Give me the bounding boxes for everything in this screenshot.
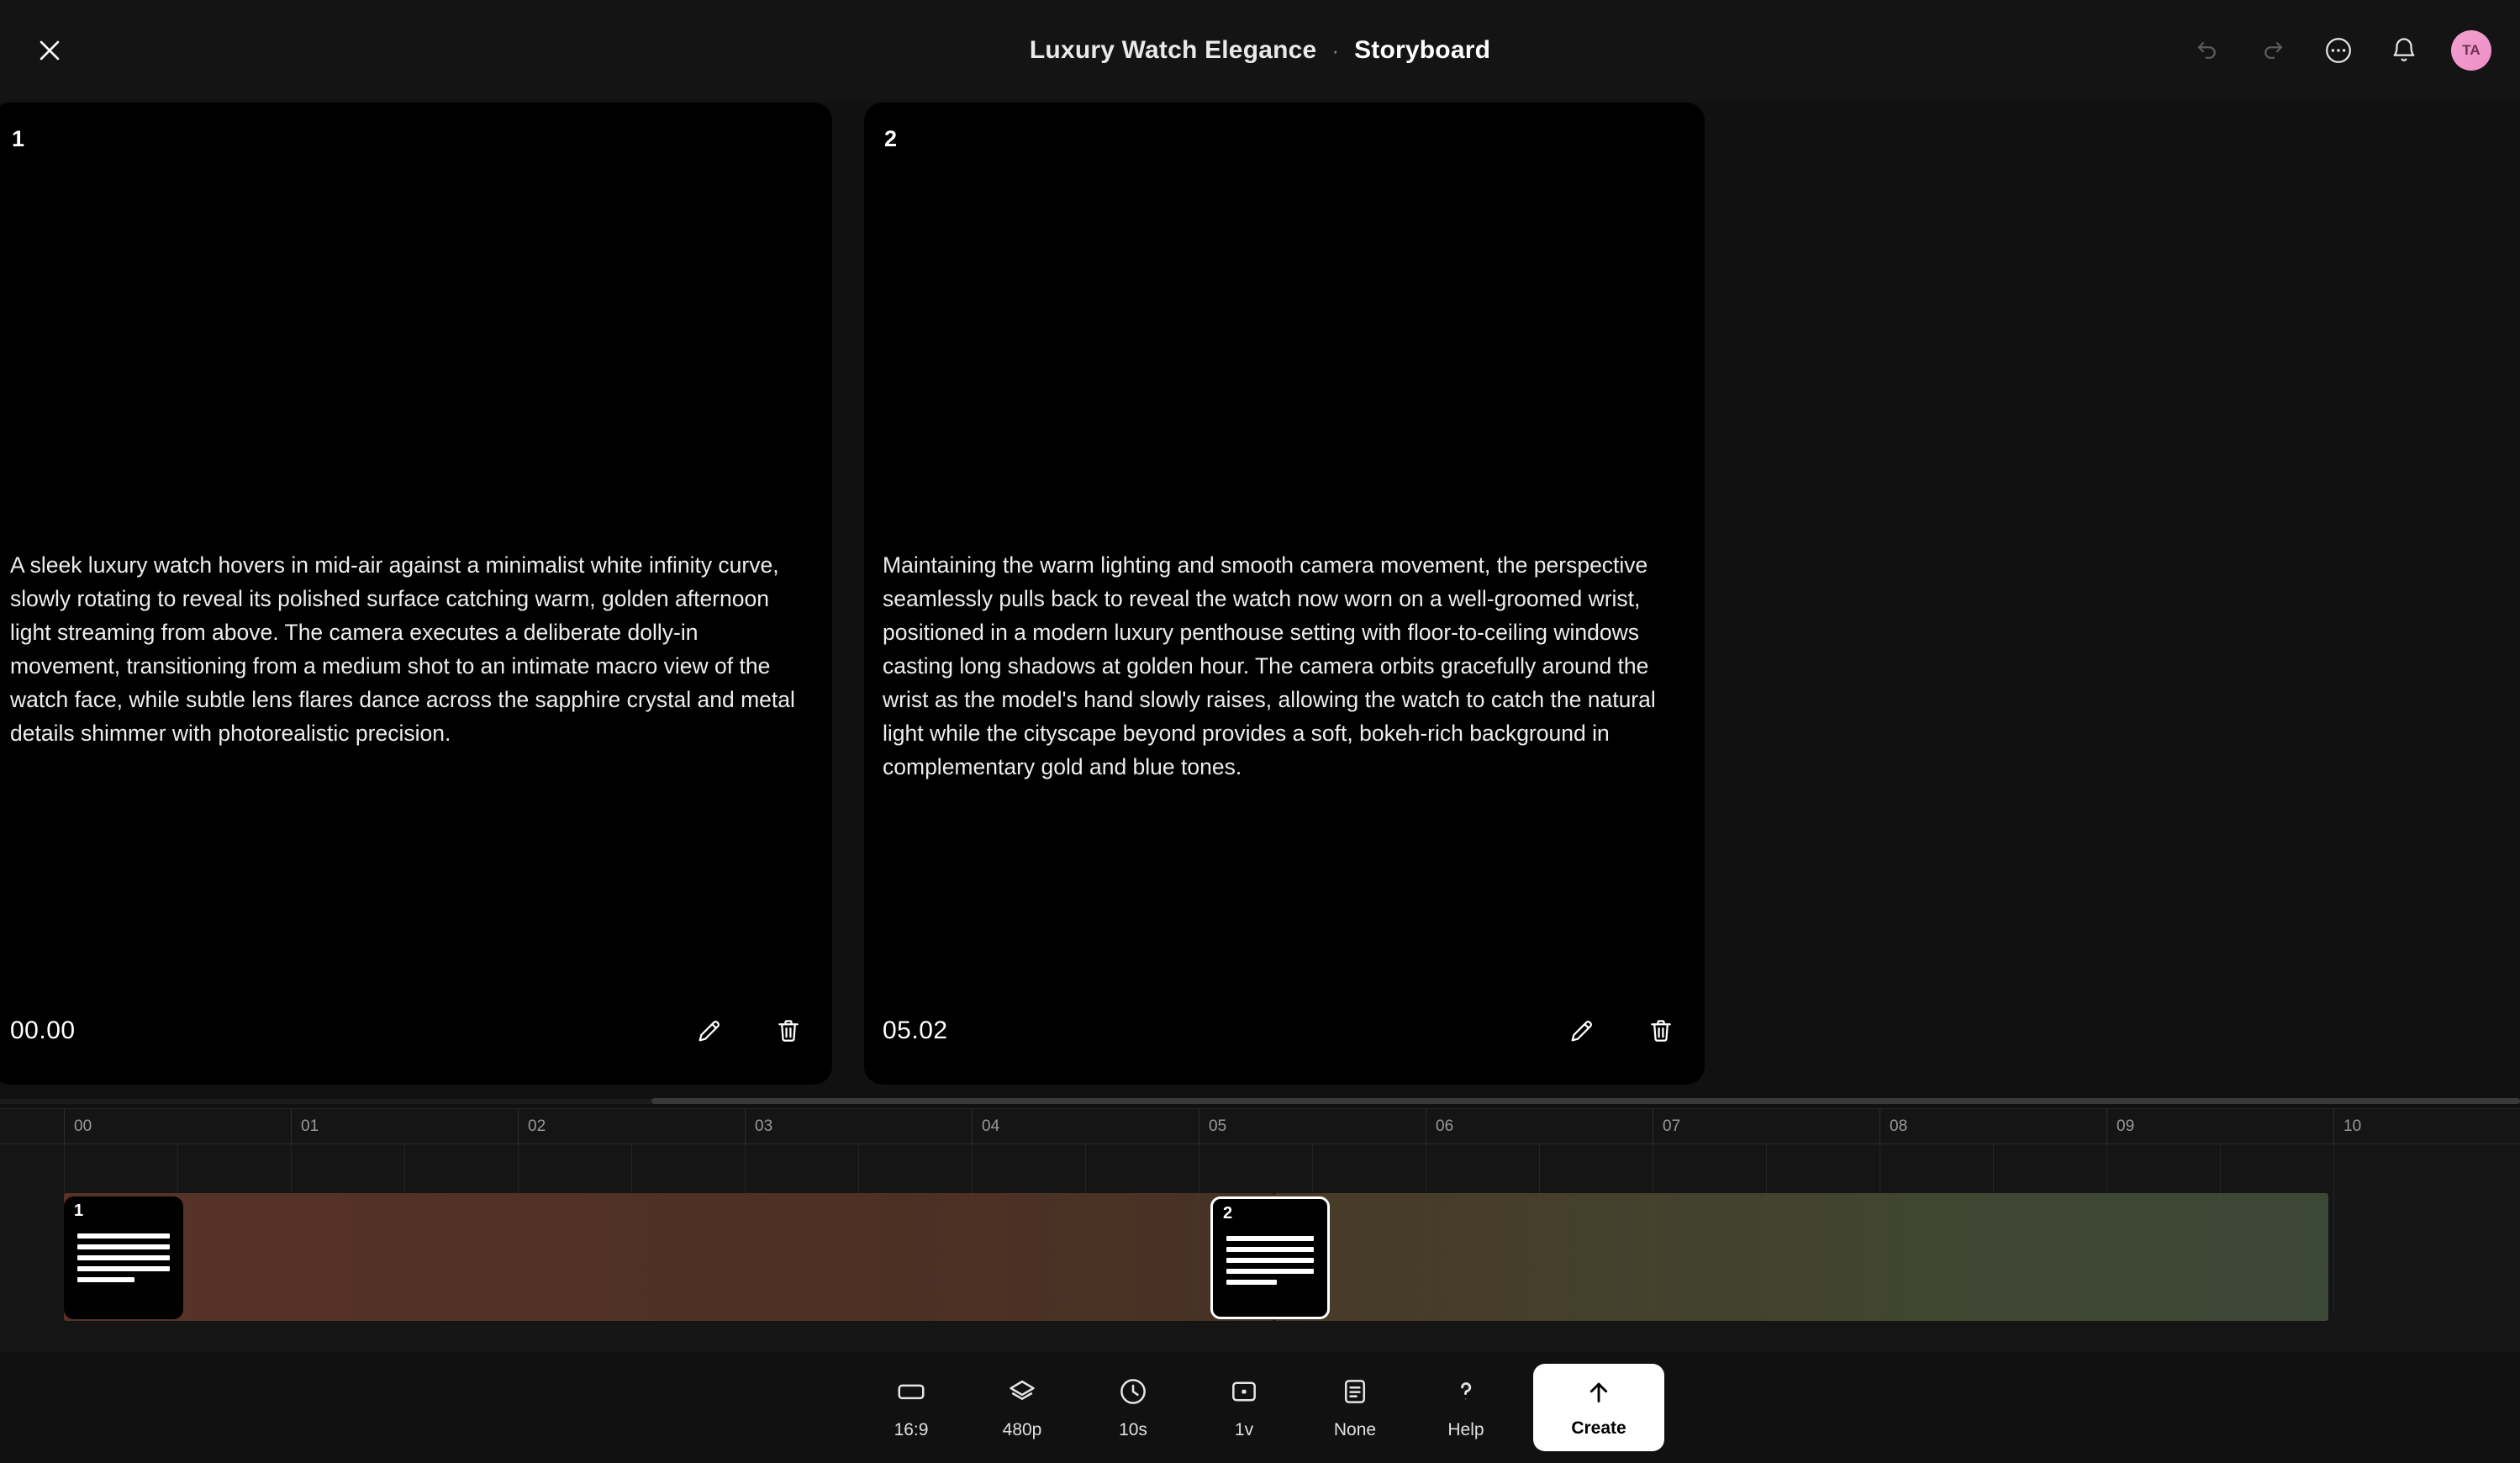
title-separator: ·: [1331, 37, 1340, 63]
undo-icon[interactable]: [2189, 32, 2226, 69]
ruler-tick: 09: [2106, 1109, 2134, 1144]
card-number: 1: [12, 126, 25, 151]
more-options-icon[interactable]: [2320, 32, 2357, 69]
app-header: [0, 0, 2520, 101]
variations-button[interactable]: [1189, 1364, 1300, 1451]
ruler-tick: 01: [291, 1109, 319, 1144]
avatar[interactable]: TA: [2451, 30, 2491, 71]
horizontal-scrollbar[interactable]: [0, 1095, 2520, 1108]
aspect-ratio-icon: [895, 1376, 927, 1412]
timeline-gridline: [2333, 1144, 2334, 1312]
header-title: [1030, 36, 1490, 65]
bottom-toolbar: [0, 1352, 2520, 1463]
create-label: Create: [1571, 1418, 1626, 1438]
card-description: A sleek luxury watch hovers in mid-air against a minimalist white infinity curve, slowly rotating to reveal its polished surface catching warm, golden afternoon light streaming from above. The camera executes a deliberate dolly-in movement, transitioning from a medium shot to an intimate macro view of the watch face, while subtle lens flares dance across the sapphire crystal and metal details shimmer with photorealistic precision.: [10, 552, 795, 746]
variations-icon: [1228, 1376, 1260, 1412]
card-actions: [691, 1012, 807, 1049]
close-icon[interactable]: [30, 31, 69, 70]
redo-icon[interactable]: [2254, 32, 2291, 69]
section-title: Storyboard: [1354, 36, 1491, 64]
ruler-tick: 10: [2333, 1109, 2361, 1144]
help-button[interactable]: [1410, 1364, 1521, 1451]
aspect-ratio-label: 16:9: [894, 1419, 929, 1439]
edit-icon[interactable]: [1563, 1012, 1600, 1049]
ruler-tick: 06: [1426, 1109, 1453, 1144]
bell-icon[interactable]: [2386, 32, 2422, 69]
timeline-clip-band[interactable]: [64, 1193, 1274, 1321]
resolution-icon: [1006, 1376, 1038, 1412]
storyboard-card[interactable]: [864, 103, 1705, 1085]
clip-number: 2: [1223, 1204, 1233, 1223]
project-title: Luxury Watch Elegance: [1029, 36, 1317, 64]
timeline-clip-thumbnail[interactable]: [1210, 1196, 1330, 1319]
ruler-tick: 00: [64, 1109, 92, 1144]
storyboard-canvas: [0, 101, 2520, 1095]
card-footer: [10, 1012, 807, 1049]
timeline-ruler[interactable]: [0, 1109, 2520, 1144]
storyboard-card[interactable]: [0, 103, 832, 1085]
card-timecode: 05.02: [883, 1017, 948, 1044]
style-label: None: [1333, 1419, 1377, 1439]
delete-icon[interactable]: [1642, 1012, 1679, 1049]
delete-icon[interactable]: [770, 1012, 807, 1049]
help-icon: [1450, 1376, 1482, 1412]
card-footer: [883, 1012, 1679, 1049]
header-actions: [2189, 30, 2491, 71]
card-number: 2: [884, 126, 898, 151]
timeline[interactable]: [0, 1108, 2520, 1352]
duration-icon: [1117, 1376, 1149, 1412]
ruler-tick: 05: [1199, 1109, 1226, 1144]
timeline-lane[interactable]: [0, 1144, 2520, 1352]
ruler-tick: 04: [972, 1109, 999, 1144]
aspect-ratio-button[interactable]: [856, 1364, 967, 1451]
scrollbar-thumb[interactable]: [651, 1098, 2520, 1104]
clip-number: 1: [74, 1202, 84, 1220]
card-description: Maintaining the warm lighting and smooth camera movement, the perspective seamlessly pulls back to reveal the watch now worn on a well-groomed wrist, positioned in a modern luxury penthouse setting with floor-to-ceiling windows casting long shadows at golden hour. The camera orbits gracefully around the wrist as the model's hand slowly raises, allowing the watch to catch the natural light while the cityscape beyond provides a soft, bokeh-rich background in complementary gold and blue tones.: [883, 552, 1656, 779]
timeline-clip-thumbnail[interactable]: [64, 1196, 183, 1319]
ruler-tick: 08: [1879, 1109, 1907, 1144]
variations-label: 1v: [1234, 1419, 1254, 1439]
clip-text-lines: [1226, 1236, 1314, 1285]
style-button[interactable]: [1300, 1364, 1410, 1451]
clip-text-lines: [77, 1233, 170, 1282]
ruler-tick: 02: [518, 1109, 546, 1144]
card-actions: [1563, 1012, 1679, 1049]
create-button[interactable]: [1533, 1364, 1664, 1451]
storyboard-card-list: [0, 103, 1705, 1085]
help-label: Help: [1447, 1419, 1484, 1439]
ruler-tick: 07: [1653, 1109, 1680, 1144]
timeline-clip-band[interactable]: [1274, 1193, 2328, 1321]
card-timecode: 00.00: [10, 1017, 76, 1044]
duration-label: 10s: [1119, 1419, 1147, 1439]
upload-arrow-icon: [1584, 1377, 1614, 1412]
style-icon: [1339, 1376, 1371, 1412]
duration-button[interactable]: [1078, 1364, 1189, 1451]
edit-icon[interactable]: [691, 1012, 728, 1049]
resolution-button[interactable]: [967, 1364, 1078, 1451]
ruler-tick: 03: [745, 1109, 772, 1144]
resolution-label: 480p: [1002, 1419, 1042, 1439]
